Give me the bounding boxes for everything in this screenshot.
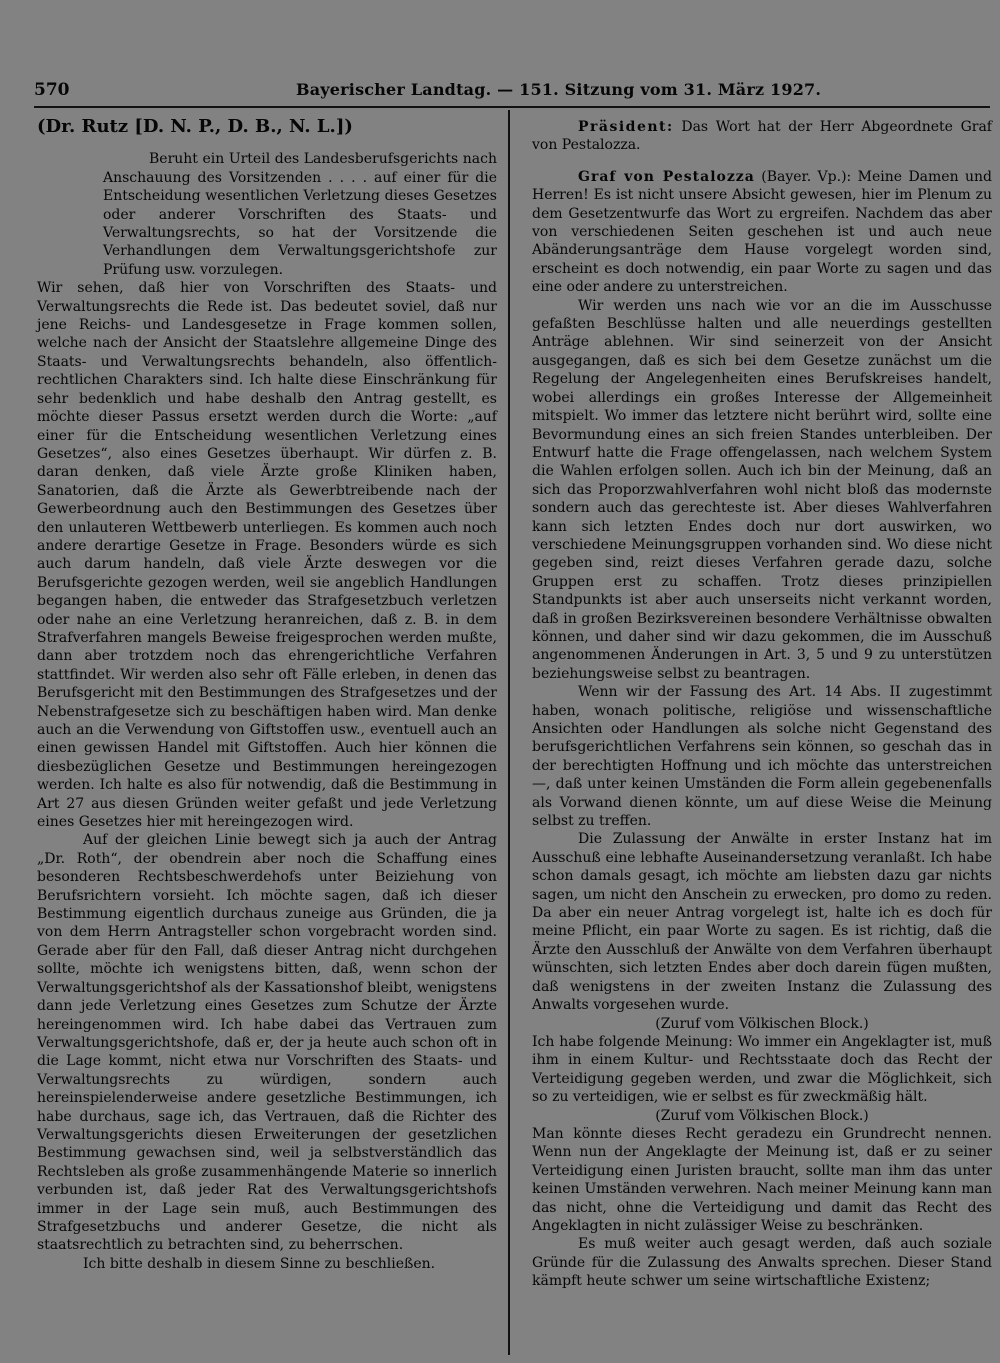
paragraph: Wir sehen, daß hier von Vorschriften des Staats- und Verwaltungsrechts die Rede ist. Das bedeutet soviel, daß nur jene Reichs- und Landesgesetze in Frage kommen sollen, welche nach der Ansicht der Staatslehre allgemeine Dinge des Staats- und Verwaltungsrechts behandeln, also öffentlich-rechtlichen Charakters sind. Ich halte diese Einschränkung für sehr bedenklich und habe deshalb den Antrag gestellt, es möchte dieser Passus ersetzt werden durch die Worte: „auf einer für die Entscheidung wesentlichen Verletzung eines Gesetzes“, also eines Gesetzes überhaupt. Wir dürfen z. B. daran denken, daß viele Ärzte große Kliniken haben, Sanatorien, daß die Ärzte als Gewerbtreibende nach der Gewerbeordnung auch den Bestimmungen des Gesetzes über den unlauteren Wettbewerb unterliegen. Es kommen auch noch andere derartige Gesetze in Frage. Besonders würde es sich auch darum handeln, daß viele Ärzte deswegen vor die Berufsgerichte gezogen werden, weil sie angeblich Handlungen begangen haben, die entweder das Strafgesetzbuch verletzen oder nahe an eine Verletzung heranreichen, daß z. B. in dem Strafverfahren mangels Beweise freigesprochen werden mußte, dann aber trotzdem noch das ehrengerichtliche Verfahren stattfindet. Wir werden also sehr oft Fälle erleben, in denen das Berufsgericht mit den Bestimmungen des Strafgesetzes und der Nebenstrafgesetze sich zu beschäftigen haben wird. Man denke auch an die Verwendung von Giftstoffen usw., eventuell auch an einen gewissen Handel mit Giftstoffen. Auch hier können die diesbezüglichen Gesetze und Bestimmungen hereingezogen werden. Ich halte es also für notwendig, daß die Bestimmung in Art 27 aus diesen Gründen weiter gefaßt und jede Verletzung eines Gesetzes hier mit hereingezogen wird. <box>37 280 497 831</box>
paragraph-text: Meine Damen und Herren! Es ist nicht unsere Absicht gewesen, hier im Plenum zu dem Gesetzentwurfe das Wort zu ergreifen. Nachdem das aber von verschiedenen Seiten geschehen ist und auch neue Abänderungsanträge dem Hause vorgelegt worden sind, erscheint es doch notwendig, ein paar Worte zu sagen und das eine oder andere zu unterstreichen. <box>532 168 993 296</box>
president-remark <box>532 118 992 155</box>
running-title: Bayerischer Landtag. — 151. Sitzung vom 31. März 1927. <box>296 80 822 99</box>
paragraph: Wir werden uns nach wie vor an die im Ausschusse gefaßten Beschlüsse halten und alle neuerdings gestellten Anträge ablehnen. Wir sind seinerzeit von der Ansicht ausgegangen, daß es sich bei dem Gesetze zunächst um die Regelung der Angelegenheiten eines Berufskreises handelt, wobei allerdings ein großes Interesse der Allgemeinheit mitspielt. Wo immer das letztere nicht berührt wird, sollte eine Bevormundung eines an sich freien Standes unterbleiben. Der Entwurf hatte die Frage offengelassen, nach welchem System die Wahlen erfolgen sollen. Auch ich bin der Meinung, daß an sich das Proporzwahlverfahren wohl nicht bloß das modernste sondern auch das gerechteste ist. Aber dieses Wahlverfahren kann sich letzten Endes doch nur dort auswirken, wo verschiedene Meinungsgruppen vorhanden sind. Wo diese nicht gegeben sind, reizt dieses Verfahren gerade dazu, solche Gruppen erst zu schaffen. Trotz dieses prinzipiellen Standpunkts ist aber auch unserseits nicht verkannt worden, daß in großen Bezirksvereinen besondere Verhältnisse obwalten können, und daher sind wir dazu gekommen, die im Ausschuß angenommenen Änderungen in Art. 3, 5 und 9 zu unterstützen beziehungsweise selbst zu beantragen. <box>532 297 992 682</box>
paragraph: Ich bitte deshalb in diesem Sinne zu beschließen. <box>83 1255 436 1272</box>
column-divider <box>508 110 510 1355</box>
interjection: (Zuruf vom Völkischen Block.) <box>655 1107 869 1124</box>
president-label: Präsident: <box>578 119 674 135</box>
page-number: 570 <box>34 80 70 100</box>
right-column <box>532 118 992 1291</box>
paragraph: Die Zulassung der Anwälte in erster Instanz hat im Ausschuß eine lebhafte Auseinandersetzung veranlaßt. Ich habe schon damals gesagt, ich möchte am liebsten dazu gar nichts sagen, um nicht den Anschein zu erwecken, pro domo zu reden. Da aber ein neuer Antrag vorgelegt ist, halte ich es doch für meine Pflicht, ein paar Worte zu sagen. Es ist richtig, daß die Ärzte den Ausschluß der Anwälte von dem Verfahren überhaupt wünschten, sich letzten Endes aber doch darein fügen mußten, daß wenigstens in der zweiten Instanz die Zulassung des Anwalts vorgesehen wurde. <box>532 831 992 1014</box>
paragraph: Wenn wir der Fassung des Art. 14 Abs. II zugestimmt haben, wonach politische, religiöse und wissenschaftliche Ansichten oder Handlungen als solche nicht Gegenstand des berufsgerichtlichen Verfahrens sein können, so geschah das in der berechtigten Hoffnung und ich möchte das unterstreichen —, daß unter keinen Umständen die Form allein gegebenenfalls als Vorwand dienen könnte, um auf diese Weise die Meinung selbst zu treffen. <box>532 684 992 830</box>
page-header <box>34 80 990 108</box>
paragraph: Ich habe folgende Meinung: Wo immer ein Angeklagter ist, muß ihm in einem Kultur- und Rechtsstaate doch das Recht der Verteidigung gegeben werden, und zwar die Möglichkeit, sich so zu verteidigen, wie er selbst es für zweckmäßig hält. <box>532 1033 992 1106</box>
speaker-party: (Bayer. Vp.): <box>761 168 852 185</box>
paragraph <box>532 168 992 297</box>
president-text: Das Wort hat der Herr Abgeordnete Graf von Pestalozza. <box>532 119 992 154</box>
speaker-heading: (Dr. Rutz [D. N. P., D. B., N. L.]) <box>37 116 353 137</box>
paragraph: Auf der gleichen Linie bewegt sich ja auch der Antrag „Dr. Roth“, der obendrein aber noch die Schaffung eines besonderen Rechtsbeschwerdehofs unter Beiziehung von Berufsrichtern vorsieht. Ich möchte sagen, daß ich dieser Bestimmung eigentlich durchaus zuneige aus Gründen, die ja von dem Herrn Antragsteller schon vorgebracht worden sind. Gerade aber für den Fall, daß dieser Antrag nicht durchgehen sollte, möchte ich wenigstens bitten, daß, wenn schon der Verwaltungsgerichtshof als der Kassationshof bleibt, wenigstens dann jede Verletzung eines Gesetzes zum Schutze der Ärzte hereingenommen wird. Ich habe dabei das Vertrauen zum Verwaltungsgerichtshofe, daß er, der ja heute auch schon oft in die Lage kommt, nicht etwa nur Vorschriften des Staats- und Verwaltungsrechts zu würdigen, sondern auch hereinspielenderweise andere gesetzliche Bestimmungen, ich habe durchaus, sage ich, das Vertrauen, daß die Richter des Verwaltungsgerichts diesen Erweiterungen der gesetzlichen Bestimmung gewachsen sind, weil ja selbstverständlich das Rechtsleben als große zusammenhängende Materie so innerlich verbunden ist, daß jeder Rat des Verwaltungsgerichtshofs immer in der Lage sein muß, auch Bestimmungen des Strafgesetzbuchs und anderer Gesetze, die nicht als staatsrechtlich zu betrachten sind, zu beherrschen. <box>37 832 497 1254</box>
paragraph: Es muß weiter auch gesagt werden, daß auch soziale Gründe für die Zulassung des Anwalts sprechen. Dieser Stand kämpft heute schwer um seine wirtschaftliche Existenz; <box>532 1236 992 1290</box>
speaker-name: Graf von Pestalozza <box>578 168 755 185</box>
interjection: (Zuruf vom Völkischen Block.) <box>655 1015 869 1032</box>
left-column <box>37 118 497 1273</box>
quoted-provision: Beruht ein Urteil des Landesberufsgerichts nach Anschauung des Vorsitzenden . . . . auf einer für die Entscheidung wesentlichen Verletzung dieses Gesetzes oder anderer Vorschriften des Staats- und Verwaltungsrechts, so hat der Vorsitzende die Verhandlungen dem Verwaltungsgerichtshofe zur Prüfung usw. vorzulegen. <box>103 151 497 278</box>
paragraph: Man könnte dieses Recht geradezu ein Grundrecht nennen. Wenn nun der Angeklagte der Meinung ist, daß er zu seiner Verteidigung einen Juristen braucht, sollte man ihm das unter keinen Umständen verwehren. Nach meiner Meinung kann man das nicht, ohne die Verteidigung und damit das Recht des Angeklagten in nicht zulässiger Weise zu beschränken. <box>532 1125 992 1234</box>
